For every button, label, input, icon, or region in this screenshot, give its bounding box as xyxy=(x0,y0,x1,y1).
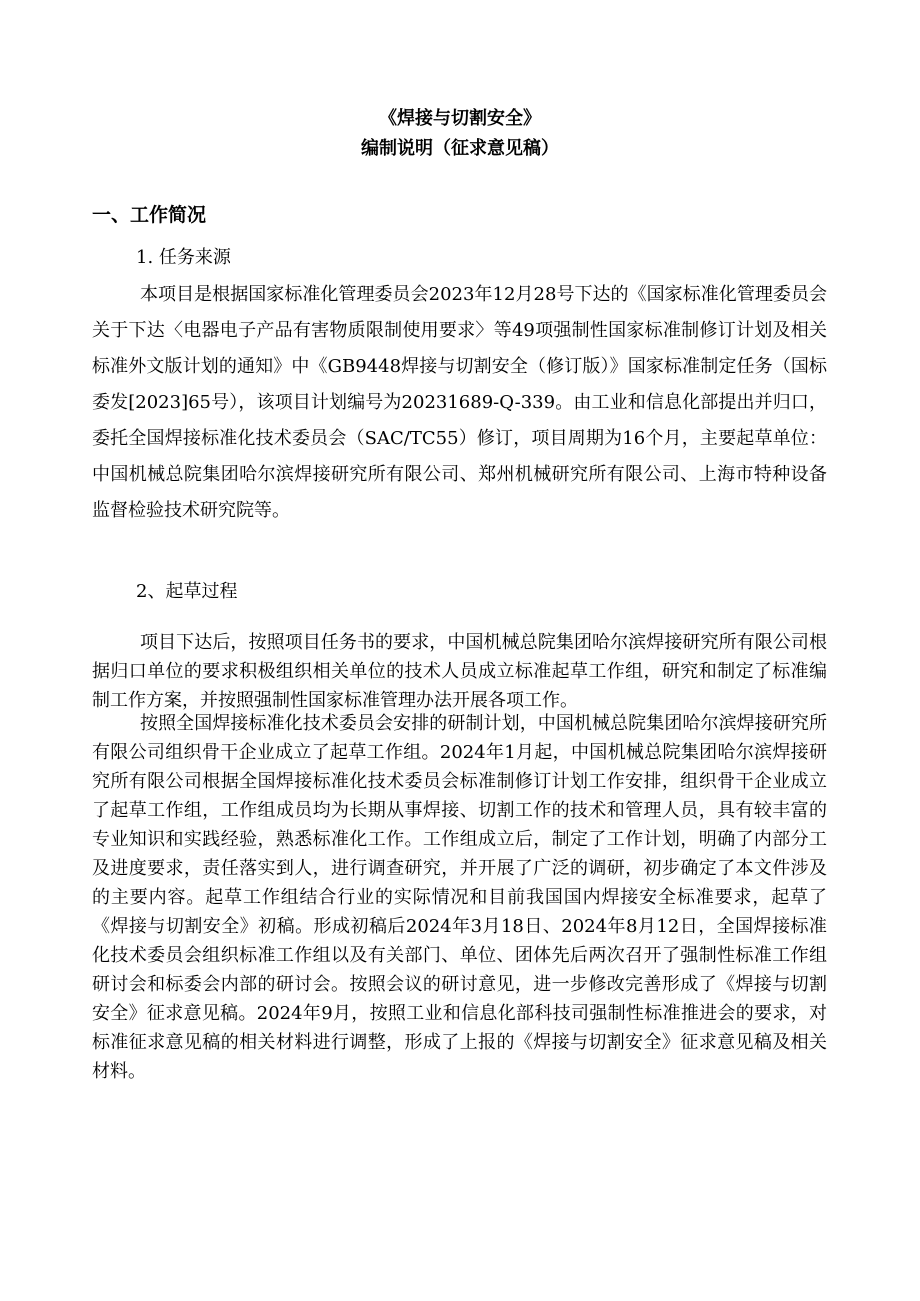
paragraph-task-source: 本项目是根据国家标准化管理委员会2023年12月28号下达的《国家标准化管理委员会关于下达〈电器电子产品有害物质限制使用要求〉等49项强制性国家标准制修订计划及相关标准外文版计划的通知》中《GB9448焊接与切割安全（修订版）》国家标准制定任务（国标委发[2023]65号），该项目计划编号为20231689-Q-339。由工业和信息化部提出并归口，委托全国焊接标准化技术委员会（SAC/TC55）修订，项目周期为16个月，主要起草单位：中国机械总院集团哈尔滨焊接研究所有限公司、郑州机械研究所有限公司、上海市特种设备监督检验技术研究院等。 xyxy=(92,284,827,521)
section-heading-work-overview: 一、工作简况 xyxy=(92,204,207,226)
paragraph-drafting-process-1: 项目下达后，按照项目任务书的要求，中国机械总院集团哈尔滨焊接研究所有限公司根据归口单位的要求积极组织相关单位的技术人员成立标准起草工作组，研究和制定了标准编制工作方案，并按照强制性国家标准管理办法开展各项工作。 xyxy=(92,632,827,711)
document-title: 《焊接与切割安全》 xyxy=(379,108,541,129)
paragraph-drafting-process-2: 按照全国焊接标准化技术委员会安排的研制计划，中国机械总院集团哈尔滨焊接研究所有限公司组织骨干企业成立了起草工作组。2024年1月起，中国机械总院集团哈尔滨焊接研究所有限公司根据全国焊接标准化技术委员会标准制修订计划工作安排，组织骨干企业成立了起草工作组，工作组成员均为长期从事焊接、切割工作的技术和管理人员，具有较丰富的专业知识和实践经验，熟悉标准化工作。工作组成立后，制定了工作计划，明确了内部分工及进度要求，责任落实到人，进行调查研究，并开展了广泛的调研，初步确定了本文件涉及的主要内容。起草工作组结合行业的实际情况和目前我国国内焊接安全标准要求，起草了《焊接与切割安全》初稿。形成初稿后2024年3月18日、2024年8月12日，全国焊接标准化技术委员会组织标准工作组以及有关部门、单位、团体先后两次召开了强制性标准工作组研讨会和标委会内部的研讨会。按照会议的研讨意见，进一步修改完善形成了《焊接与切割安全》征求意见稿。2024年9月，按照工业和信息化部科技司强制性标准推进会的要求，对标准征求意见稿的相关材料进行调整，形成了上报的《焊接与切割安全》征求意见稿及相关材料。 xyxy=(92,713,827,1082)
document-subtitle: 编制说明（征求意见稿） xyxy=(361,138,559,159)
subsection-heading-drafting-process: 2、起草过程 xyxy=(136,581,238,602)
subsection-heading-task-source: 1. 任务来源 xyxy=(136,247,231,268)
